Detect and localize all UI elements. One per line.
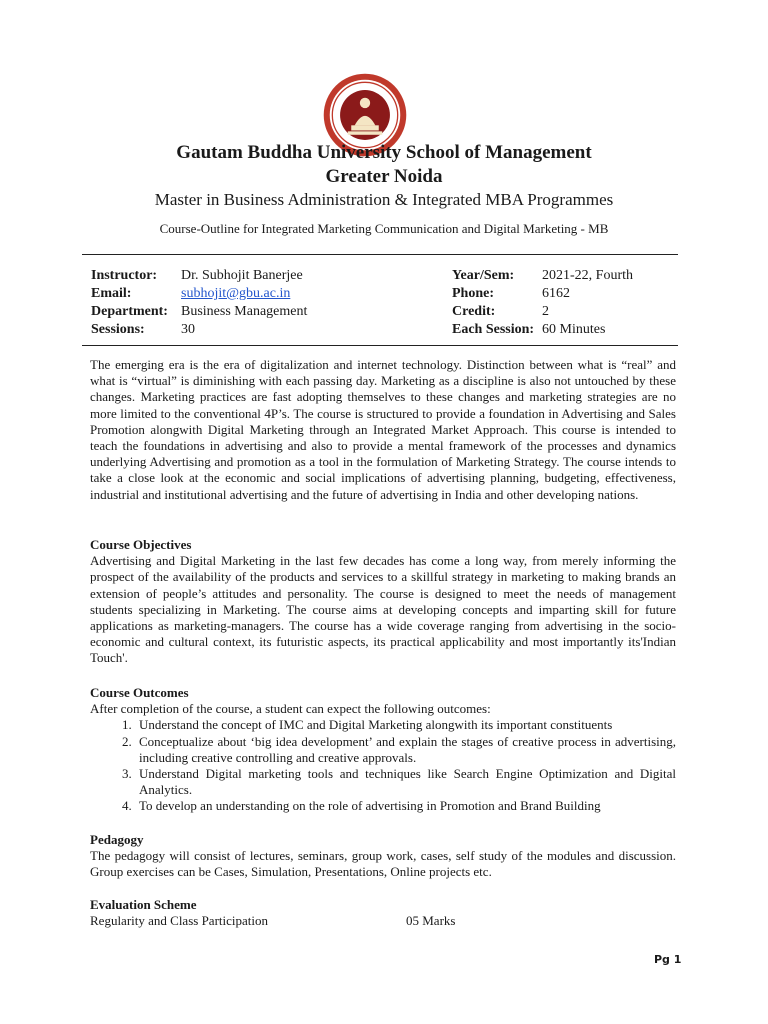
- yearsem-label: Year/Sem:: [452, 268, 515, 283]
- evaluation-section: [90, 897, 676, 913]
- outcome-item: 3. Understand Digital marketing tools and techniques like Search Engine Optimization and Digital Analytics.: [135, 766, 676, 798]
- yearsem-value: 2021-22, Fourth: [542, 268, 633, 283]
- instructor-value: Dr. Subhojit Banerjee: [181, 268, 303, 283]
- outcome-item: 2. Conceptualize about ‘big idea development’ and explain the stages of creative process in advertising, including creative controlling and creative approvals.: [135, 734, 676, 766]
- intro-paragraph: The emerging era is the era of digitalization and internet technology. Distinction between what is “real” and what is “virtual” is diminishing with each passing day. Marketing as a discipline is also not untouched by these changes. Marketing practices are fast adopting themselves to these changes and marketing strategies are no more limited to the conventional 4P’s. The course is structured to provide a foundation in Advertising and Sales Promotion alongwith Digital Marketing through an Integrated Market Approach. This course is intended to teach the foundations in advertising and also to provide a mental framework of the processes and dynamics underlying Advertising and promotion as a tool in the formulation of Marketing Strategy. The course intends to take a close look at the economic and social implications of advertising planning, budgeting, effectiveness, industrial and institutional advertising and the future of advertising in India and other developing nations.: [90, 357, 676, 502]
- outcome-item: 1. Understand the concept of IMC and Digital Marketing alongwith its important constituents: [135, 717, 676, 733]
- outcomes-heading: Course Outcomes: [90, 685, 189, 700]
- sessions-value: 30: [181, 322, 195, 337]
- top-divider: [82, 254, 678, 255]
- evaluation-heading: Evaluation Scheme: [90, 897, 197, 912]
- evaluation-row-value: 05 Marks: [406, 913, 456, 928]
- outcomes-list: [90, 717, 676, 814]
- outcome-item: 4. To develop an understanding on the role of advertising in Promotion and Brand Building: [135, 798, 676, 814]
- credit-value: 2: [542, 304, 549, 319]
- department-label: Department:: [91, 304, 168, 319]
- evaluation-row-label: Regularity and Class Participation: [90, 913, 268, 928]
- objectives-text: Advertising and Digital Marketing in the last few decades has come a long way, from merely informing the prospect of the availability of the products and services to a skillful strategy in marketing to making brands an extension of people’s attitudes and personality. The course is designed to meet the needs of management students specializing in Marketing. The course aims at developing concepts and imparting skill for future applications as marketing-managers. The course has a wide coverage ranging from advertising in the socio-economic and cultural context, its futuristic aspects, its practical applicability and most importantly its'Indian Touch'.: [90, 553, 676, 666]
- each-session-value: 60 Minutes: [542, 322, 606, 337]
- email-label: Email:: [91, 286, 132, 301]
- each-session-label: Each Session:: [452, 322, 535, 337]
- page-number: Pg 1: [654, 953, 682, 966]
- outcomes-intro: After completion of the course, a student can expect the following outcomes:: [90, 701, 491, 717]
- university-title: Gautam Buddha University School of Management: [176, 142, 592, 163]
- instructor-label: Instructor:: [91, 268, 158, 283]
- info-divider: [82, 345, 678, 346]
- phone-value: 6162: [542, 286, 570, 301]
- outcomes-section: [90, 685, 676, 815]
- pedagogy-section: [90, 832, 676, 881]
- objectives-section: [90, 537, 676, 667]
- objectives-heading: Course Objectives: [90, 537, 192, 552]
- pedagogy-text: The pedagogy will consist of lectures, seminars, group work, cases, self study of the modules and discussion. Group exercises can be Cases, Simulation, Presentations, Online projects etc.: [90, 848, 676, 880]
- credit-label: Credit:: [452, 304, 496, 319]
- sessions-label: Sessions:: [91, 322, 145, 337]
- phone-label: Phone:: [452, 286, 494, 301]
- location-title: Greater Noida: [325, 166, 443, 187]
- program-title: Master in Business Administration & Integrated MBA Programmes: [154, 190, 614, 209]
- email-link[interactable]: subhojit@gbu.ac.in: [181, 286, 291, 301]
- pedagogy-heading: Pedagogy: [90, 832, 144, 847]
- course-outline-title: Course-Outline for Integrated Marketing Communication and Digital Marketing - MB: [159, 221, 609, 236]
- department-value: Business Management: [181, 304, 308, 319]
